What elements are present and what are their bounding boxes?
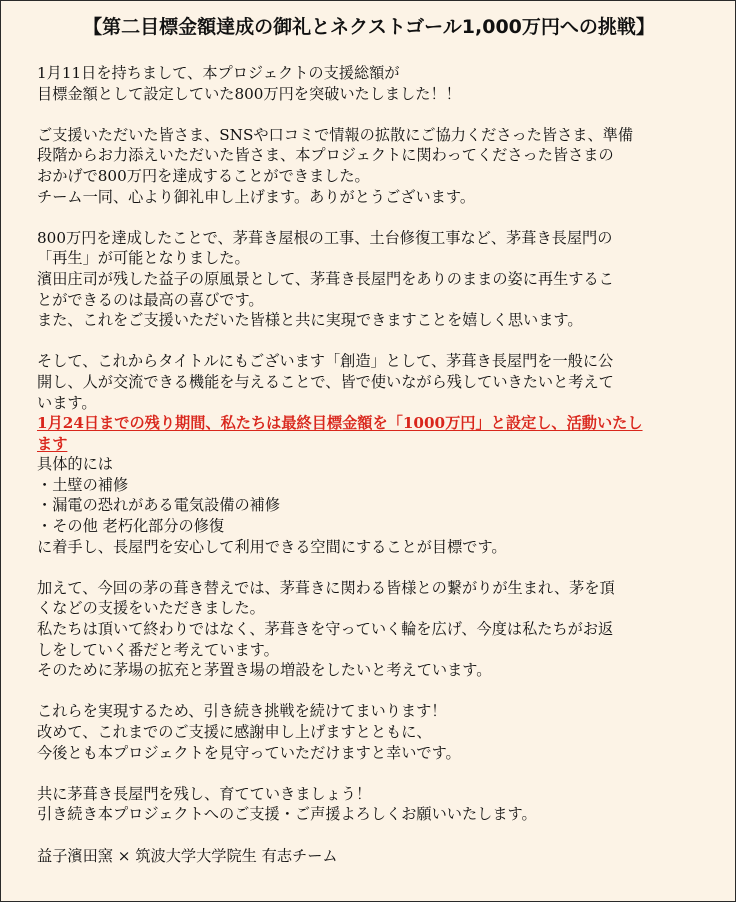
- text-line: 改めて、これまでのご支援に感謝申し上げますとともに、: [37, 723, 432, 741]
- paragraph-gap: [37, 557, 709, 578]
- list-item: ・土壁の補修: [37, 475, 129, 494]
- paragraph-milestone: [37, 63, 709, 104]
- text-line: そして、これからタイトルにもございます「創造」として、茅葺き長屋門を一般に公: [37, 352, 614, 371]
- text-line: 800万円を達成したことで、茅葺き屋根の工事、土台修復工事など、茅葺き長屋門の: [37, 228, 613, 247]
- text-line: に着手し、長屋門を安心して利用できる空間にすることが目標です。: [37, 537, 507, 556]
- paragraph-thanks: [37, 125, 709, 207]
- text-line: 目標金額として設定していた800万円を突破いたしました！！: [37, 84, 461, 103]
- list-item: ・その他 老朽化部分の修復: [37, 517, 225, 536]
- text-line: 「再生」が可能となりました。: [37, 249, 250, 268]
- text-line: ご支援いただいた皆さま、SNSや口コミで情報の拡散にご協力くださった皆さま、準備: [37, 125, 634, 144]
- paragraph-gap: [37, 207, 709, 228]
- text-line: 加えて、今回の茅の葺き替えでは、茅葺きに関わる皆様との繋がりが生まれ、茅を頂: [37, 578, 615, 597]
- paragraph-thatch-support: [37, 578, 709, 681]
- paragraph-gap: [37, 825, 709, 846]
- text-line: また、これをご支援いただいた皆様と共に実現できますことを嬉しく思います。: [37, 311, 583, 330]
- text-line: 開し、人が交流できる機能を与えることで、皆で使いながら残していきたいと考えて: [37, 372, 614, 391]
- paragraph-gap: [37, 763, 709, 784]
- list-item: ・漏電の恐れがある電気設備の補修: [37, 496, 280, 515]
- text-line: しをしていく番だと考えています。: [37, 640, 279, 659]
- announcement-body: [37, 63, 709, 866]
- text-line: おかげで800万円を達成することができました。: [37, 166, 370, 185]
- paragraph-continue: [37, 701, 709, 763]
- text-line: 濱田庄司が残した益子の原風景として、茅葺き長屋門をありのままの姿に再生するこ: [37, 269, 614, 288]
- text-line: チーム一同、心より御礼申し上げます。ありがとうございます。: [37, 187, 476, 206]
- text-line: そのために茅場の拡充と茅置き場の増設をしたいと考えています。: [37, 661, 492, 680]
- text-line: とができるのは最高の喜びです。: [37, 290, 264, 309]
- text-line: 引き続き本プロジェクトへのご支援・ご声援よろしくお願いいたします。: [37, 805, 537, 824]
- paragraph-gap: [37, 104, 709, 125]
- text-line: これらを実現するため、引き続き挑戦を続けてまいります！: [37, 702, 447, 721]
- signature: 益子濱田窯 × 筑波大学大学院生 有志チーム: [37, 846, 338, 865]
- paragraph-closing: [37, 784, 709, 825]
- paragraph-next-goal: [37, 351, 709, 557]
- text-line: 今後とも本プロジェクトを見守っていただけますと幸いです。: [37, 743, 461, 762]
- paragraph-restoration: [37, 228, 709, 331]
- text-line: 段階からお力添えいただいた皆さま、本プロジェクトに関わってくださった皆さまの: [37, 146, 614, 165]
- text-line: くなどの支援をいただきました。: [37, 599, 265, 618]
- highlighted-goal-line: ます: [37, 434, 68, 453]
- highlighted-goal-line: 1月24日までの残り期間、私たちは最終目標金額を「1000万円」と設定し、活動いたし: [37, 414, 643, 433]
- text-line: 1月11日を持ちまして、本プロジェクトの支援総額が: [37, 64, 400, 82]
- text-line: います。: [37, 393, 97, 412]
- page-title: 【第二目標金額達成の御礼とネクストゴール1,000万円への挑戦】: [83, 16, 655, 38]
- text-line: 私たちは頂いて終わりではなく、茅葺きを守っていく輪を広げ、今度は私たちがお返: [37, 620, 614, 639]
- text-line: 共に茅葺き長屋門を残し、育てていきましょう！: [37, 784, 372, 803]
- paragraph-gap: [37, 331, 709, 352]
- text-line: 具体的には: [37, 455, 113, 474]
- paragraph-gap: [37, 681, 709, 702]
